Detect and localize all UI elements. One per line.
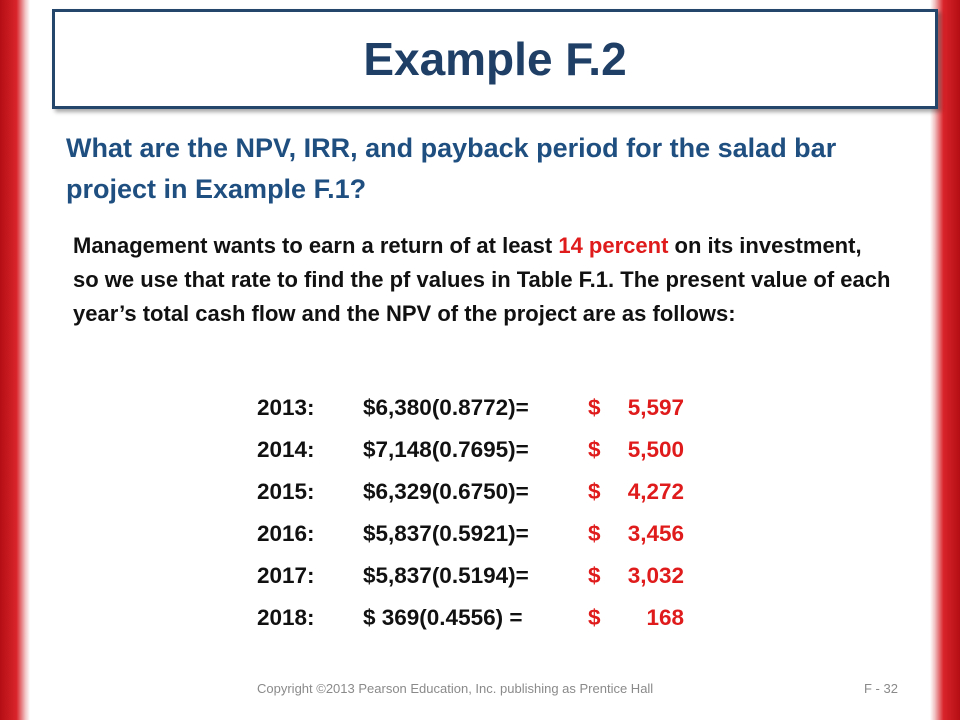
row-dollar-sign: $ [588, 395, 601, 420]
rate-highlight: 14 percent [558, 233, 669, 258]
row-year: 2013: [257, 395, 315, 420]
row-present-value: 5,597 [627, 395, 684, 420]
row-dollar-sign: $ [588, 563, 601, 588]
row-year: 2014: [257, 437, 315, 462]
calc-row [257, 521, 697, 563]
row-expression: $ 369(0.4556) = [363, 605, 523, 630]
row-expression: $6,329(0.6750)= [363, 479, 529, 504]
body-text-end: on its investment, so we use that rate to find the pf values in Table F.1. The present value of each year’s total cash flow and the NPV of the project are as follows: [73, 233, 891, 326]
npv-calculation-list [257, 395, 697, 647]
calc-row [257, 437, 697, 479]
row-present-value: 3,456 [627, 521, 684, 546]
row-year: 2017: [257, 563, 315, 588]
row-dollar-sign: $ [588, 479, 601, 504]
row-present-value: 3,032 [627, 563, 684, 588]
calc-row [257, 605, 697, 647]
row-year: 2015: [257, 479, 315, 504]
row-present-value: 4,272 [627, 479, 684, 504]
slide-title: Example F.2 [363, 33, 627, 85]
row-year: 2018: [257, 605, 315, 630]
row-expression: $7,148(0.7695)= [363, 437, 529, 462]
row-dollar-sign: $ [588, 605, 601, 630]
calc-row [257, 563, 697, 605]
row-dollar-sign: $ [588, 437, 601, 462]
row-dollar-sign: $ [588, 521, 601, 546]
row-year: 2016: [257, 521, 315, 546]
body-paragraph [73, 229, 893, 331]
row-expression: $5,837(0.5921)= [363, 521, 529, 546]
row-expression: $6,380(0.8772)= [363, 395, 529, 420]
left-red-border [0, 0, 30, 720]
row-expression: $5,837(0.5194)= [363, 563, 529, 588]
row-present-value: 5,500 [627, 437, 684, 462]
title-box [52, 9, 938, 109]
question-text: What are the NPV, IRR, and payback period for the salad bar project in Example F.1? [66, 133, 837, 204]
copyright-footer: Copyright ©2013 Pearson Education, Inc. publishing as Prentice Hall [257, 681, 654, 696]
calc-row [257, 479, 697, 521]
row-present-value: 168 [646, 605, 684, 630]
calc-row [257, 395, 697, 437]
body-text-start: Management wants to earn a return of at least [73, 233, 559, 258]
page-number: F - 32 [864, 681, 898, 696]
